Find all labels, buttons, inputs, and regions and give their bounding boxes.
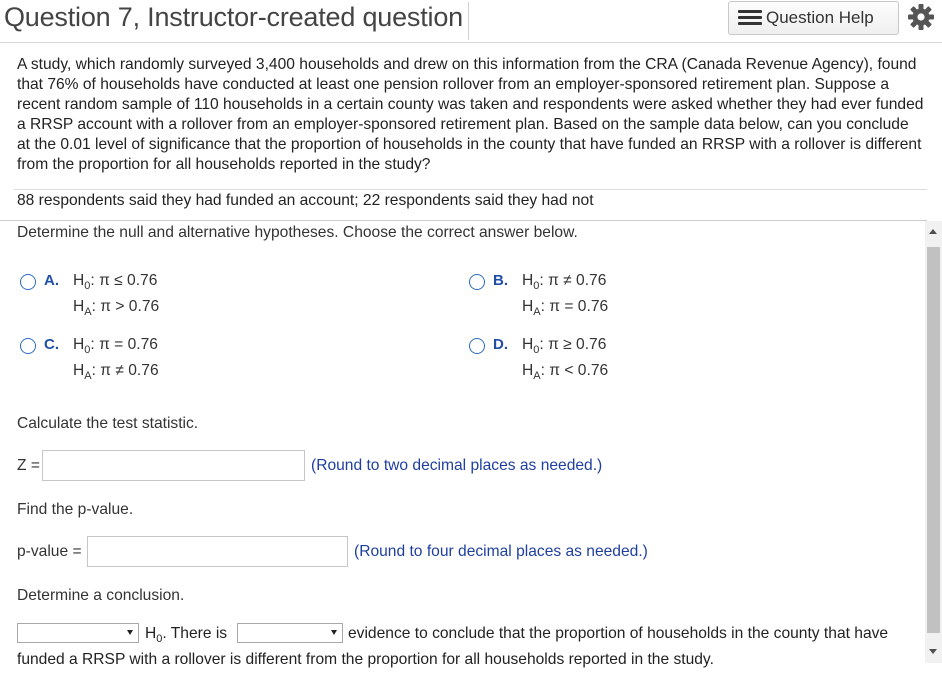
chevron-down-icon bbox=[331, 630, 337, 635]
header-divider bbox=[0, 42, 942, 43]
p-value-hint: (Round to four decimal places as needed.) bbox=[354, 543, 648, 560]
option-a-letter: A. bbox=[44, 272, 59, 289]
option-b-alt: $H_A$: π = 0.76 bbox=[522, 298, 609, 319]
conclusion-text-b: evidence to conclude that the proportion of households in the county that have bbox=[348, 625, 889, 642]
z-hint: (Round to two decimal places as needed.) bbox=[311, 457, 603, 474]
list-icon bbox=[738, 10, 762, 26]
question-title: Question 7, Instructor-created question bbox=[4, 2, 469, 40]
scroll-down-arrow-icon[interactable] bbox=[929, 649, 937, 654]
z-label: Z = bbox=[17, 457, 40, 474]
chevron-down-icon bbox=[127, 630, 133, 635]
option-c-letter: C. bbox=[44, 336, 59, 353]
radio-option-b[interactable] bbox=[469, 274, 485, 290]
option-a-alt: $H_A$: π > 0.76 bbox=[73, 298, 160, 319]
hypotheses-prompt: Determine the null and alternative hypotheses. Choose the correct answer below. bbox=[17, 224, 578, 241]
conclusion-text-c: funded a RRSP with a rollover is different from the proportion for all households reported in the study. bbox=[17, 651, 714, 668]
z-input[interactable] bbox=[42, 450, 305, 481]
scroll-thumb[interactable] bbox=[927, 247, 940, 633]
test-statistic-prompt: Calculate the test statistic. bbox=[17, 415, 199, 432]
radio-option-a[interactable] bbox=[20, 274, 36, 290]
option-c-null: $H_0$: π = 0.76 bbox=[73, 336, 158, 357]
header bbox=[0, 0, 942, 42]
decision-select[interactable] bbox=[17, 623, 139, 643]
conclusion-text-a: $H_0$. There is bbox=[145, 625, 228, 646]
option-b-letter: B. bbox=[493, 272, 508, 289]
question-help-button[interactable] bbox=[728, 1, 899, 35]
option-c-alt: $H_A$: π ≠ 0.76 bbox=[73, 362, 159, 383]
option-d-letter: D. bbox=[493, 336, 508, 353]
given-divider bbox=[14, 189, 927, 190]
question-text: A study, which randomly surveyed 3,400 households and drew on this information from the CRA (Canada Revenue Agency), found that 76% of households have conducted at least one pension rollover from an employer-sponsored retirement plan. Suppose a recent random sample of 110 households in a certain county was taken and respondents were asked whether they had ever funded a RRSP account with a rollover from an employer-sponsored retirement plan. Based on the sample data below, can you conclude at the 0.01 level of significance that the proportion of households in the county that have funded an RRSP with a rollover is different from the proportion for all households reported in the study? bbox=[17, 56, 924, 173]
radio-option-c[interactable] bbox=[20, 338, 36, 354]
option-d-alt: $H_A$: π < 0.76 bbox=[522, 362, 609, 383]
question-help-label: Question Help bbox=[766, 8, 874, 27]
p-value-input[interactable] bbox=[87, 536, 348, 567]
p-value-prompt: Find the p-value. bbox=[17, 501, 134, 518]
given-data: 88 respondents said they had funded an account; 22 respondents said they had not bbox=[17, 192, 594, 209]
conclusion-prompt: Determine a conclusion. bbox=[17, 587, 185, 604]
option-d-null: $H_0$: π ≥ 0.76 bbox=[522, 336, 607, 357]
scrollbar[interactable] bbox=[925, 221, 942, 663]
scroll-up-arrow-icon[interactable] bbox=[929, 229, 937, 234]
radio-option-d[interactable] bbox=[469, 338, 485, 354]
gear-icon[interactable] bbox=[906, 2, 936, 32]
p-value-label: p-value = bbox=[17, 543, 82, 560]
evidence-select[interactable] bbox=[237, 623, 343, 643]
option-b-null: $H_0$: π ≠ 0.76 bbox=[522, 272, 607, 293]
option-a-null: $H_0$: π ≤ 0.76 bbox=[73, 272, 158, 293]
section-divider bbox=[0, 220, 927, 221]
